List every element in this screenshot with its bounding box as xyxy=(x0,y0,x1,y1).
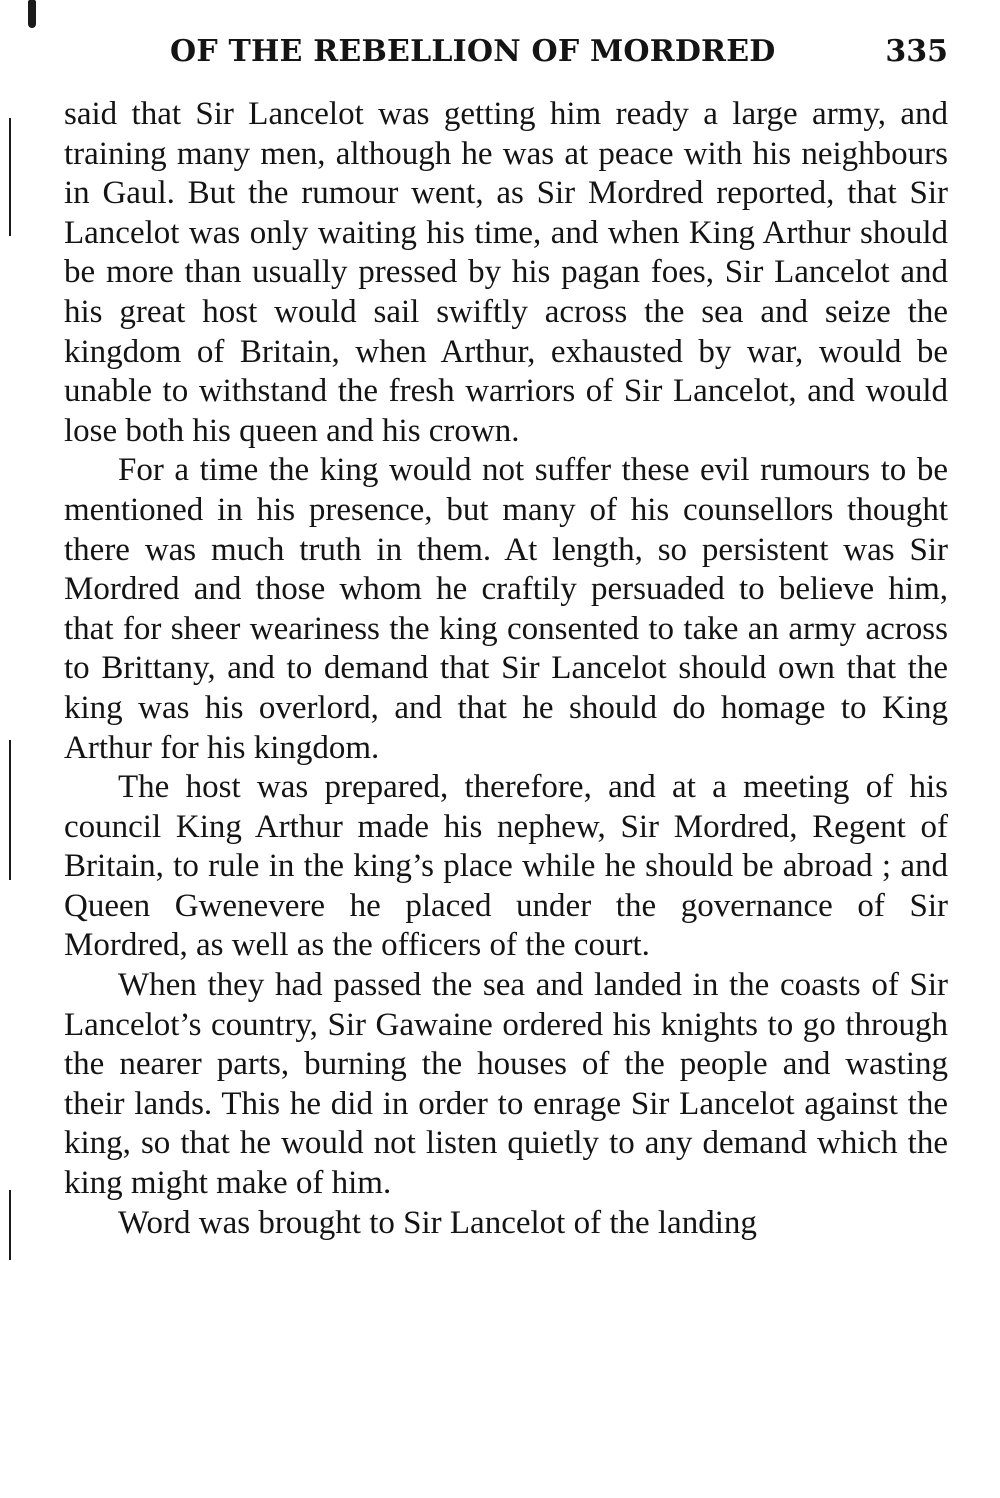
page-number: 335 xyxy=(885,34,948,69)
scan-margin-line xyxy=(9,740,11,880)
running-title: OF THE REBELLION OF MORDRED xyxy=(170,34,776,69)
page-header xyxy=(170,28,948,76)
scan-margin-line xyxy=(9,118,11,236)
paragraph: When they had passed the sea and landed in the coasts of Sir Lancelot’s country, Sir Gawaine ordered his knights to go through the nearer parts, burning the houses of the people and wasting their lands. This he did in order to enrage Sir Lancelot against the king, so that he would not listen quietly to any demand which the king might make of him. xyxy=(64,967,948,1202)
paragraph: said that Sir Lancelot was getting him ready a large army, and training many men, although he was at peace with his neighbours in Gaul. But the rumour went, as Sir Mordred reported, that Sir Lancelot was only waiting his time, and when King Arthur should be more than usually pressed by his pagan foes, Sir Lancelot and his great host would sail swiftly across the sea and seize the kingdom of Britain, when Arthur, exhausted by war, would be unable to withstand the fresh warriors of Sir Lancelot, and would lose both his queen and his crown. xyxy=(64,96,948,449)
scan-ink-mark xyxy=(28,0,36,28)
paragraph: The host was prepared, therefore, and at a meeting of his council King Arthur made his nephew, Sir Mordred, Regent of Britain, to rule in the king’s place while he should be abroad ; and Queen Gwenevere he placed under the governance of Sir Mordred, as well as the officers of the court. xyxy=(64,769,948,964)
scan-margin-line xyxy=(9,1190,11,1260)
body-text xyxy=(64,95,948,1243)
paragraph: For a time the king would not suffer these evil rumours to be mentioned in his presence, but many of his counsellors thought there was much truth in them. At length, so persistent was Sir Mordred and those whom he craftily persuaded to believe him, that for sheer weariness the king consented to take an army across to Brittany, and to demand that Sir Lancelot should own that the king was his overlord, and that he should do homage to King Arthur for his kingdom. xyxy=(64,452,948,766)
paragraph: Word was brought to Sir Lancelot of the landing xyxy=(118,1204,757,1241)
